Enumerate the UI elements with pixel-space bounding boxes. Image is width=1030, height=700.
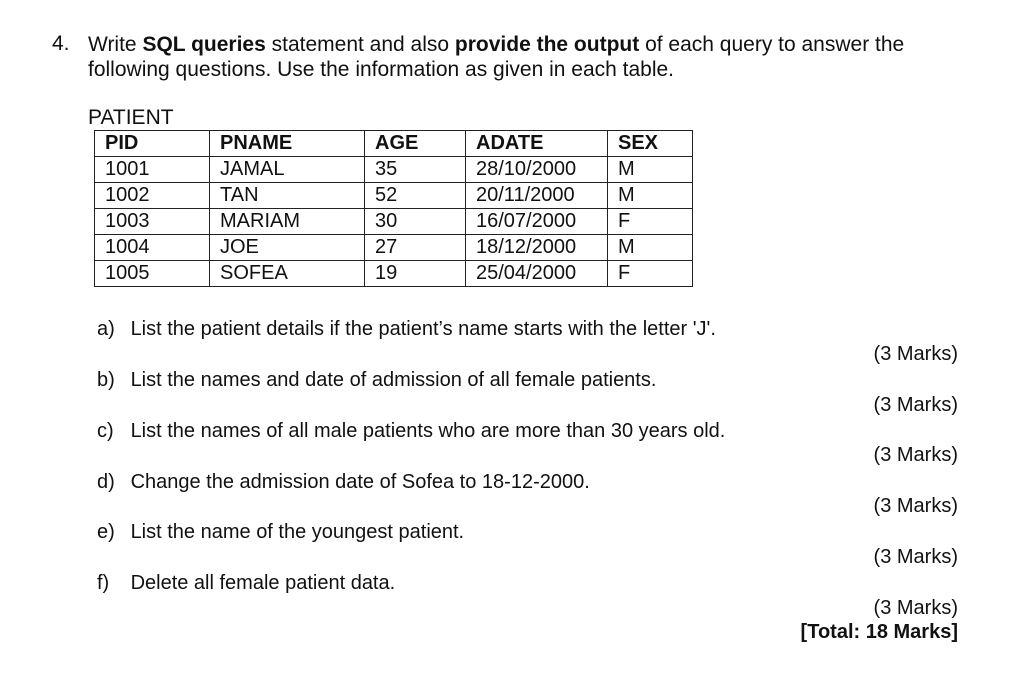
cell-pname: JAMAL: [210, 157, 365, 183]
cell-adate: 16/07/2000: [466, 209, 608, 235]
item-label: f): [97, 572, 110, 594]
cell-adate: 20/11/2000: [466, 183, 608, 209]
question-text-part2: statement and also: [265, 33, 455, 56]
marks-a: (3 Marks): [873, 343, 958, 365]
cell-pid: 1005: [95, 261, 210, 287]
item-text: List the names and date of admission of all female patients.: [130, 369, 657, 391]
patient-table: [94, 130, 693, 287]
cell-pname: SOFEA: [210, 261, 365, 287]
marks-b: (3 Marks): [873, 394, 958, 416]
table-row: [95, 209, 693, 235]
question-item-f: [97, 572, 395, 595]
header-age: AGE: [365, 131, 466, 157]
table-title: PATIENT: [88, 106, 174, 129]
item-text: Delete all female patient data.: [130, 572, 396, 594]
cell-age: 30: [365, 209, 466, 235]
cell-age: 27: [365, 235, 466, 261]
cell-pid: 1003: [95, 209, 210, 235]
cell-age: 19: [365, 261, 466, 287]
cell-sex: M: [608, 157, 693, 183]
cell-pname: JOE: [210, 235, 365, 261]
cell-adate: 25/04/2000: [466, 261, 608, 287]
table-row: [95, 261, 693, 287]
cell-sex: F: [608, 209, 693, 235]
marks-f: (3 Marks): [873, 597, 958, 619]
marks-d: (3 Marks): [873, 495, 958, 517]
item-text: List the name of the youngest patient.: [130, 521, 465, 543]
question-number: 4.: [52, 32, 70, 55]
cell-pname: TAN: [210, 183, 365, 209]
item-text: List the patient details if the patient’s name starts with the letter 'J'.: [130, 318, 716, 340]
question-item-d: [97, 471, 590, 494]
table-row: [95, 235, 693, 261]
question-item-e: [97, 521, 464, 544]
item-text: List the names of all male patients who are more than 30 years old.: [130, 420, 726, 442]
item-text: Change the admission date of Sofea to 18-12-2000.: [130, 471, 590, 493]
marks-c: (3 Marks): [873, 444, 958, 466]
cell-sex: M: [608, 183, 693, 209]
marks-e: (3 Marks): [873, 546, 958, 568]
cell-pid: 1002: [95, 183, 210, 209]
item-label: a): [97, 318, 115, 340]
header-pname: PNAME: [210, 131, 365, 157]
item-label: c): [97, 420, 114, 442]
question-text-part3: of each query to answer the following questions. Use the information as given in each table.: [88, 33, 905, 81]
question-bold-sql: SQL queries: [142, 33, 266, 56]
header-pid: PID: [95, 131, 210, 157]
question-item-a: [97, 318, 716, 341]
item-label: d): [97, 471, 115, 493]
table-row: [95, 157, 693, 183]
question-bold-output: provide the output: [454, 33, 640, 56]
question-text-part1: Write: [88, 33, 143, 56]
table-row: [95, 183, 693, 209]
question-item-b: [97, 369, 656, 392]
cell-age: 52: [365, 183, 466, 209]
item-label: e): [97, 521, 115, 543]
cell-adate: 28/10/2000: [466, 157, 608, 183]
total-marks: [Total: 18 Marks]: [800, 621, 958, 643]
cell-pid: 1001: [95, 157, 210, 183]
cell-sex: F: [608, 261, 693, 287]
header-sex: SEX: [608, 131, 693, 157]
cell-age: 35: [365, 157, 466, 183]
cell-pid: 1004: [95, 235, 210, 261]
item-label: b): [97, 369, 115, 391]
cell-sex: M: [608, 235, 693, 261]
cell-pname: MARIAM: [210, 209, 365, 235]
question-item-c: [97, 420, 725, 443]
header-adate: ADATE: [466, 131, 608, 157]
table-header-row: [95, 131, 693, 157]
question-text: [88, 32, 978, 82]
cell-adate: 18/12/2000: [466, 235, 608, 261]
